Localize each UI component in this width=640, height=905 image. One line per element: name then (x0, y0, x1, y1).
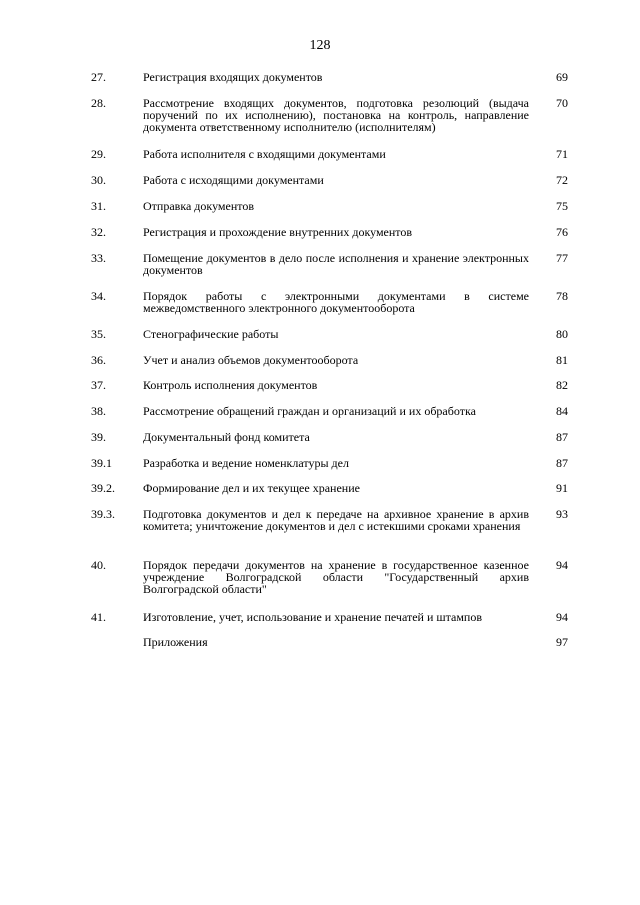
toc-entry-page: 81 (556, 353, 568, 367)
toc-entry-title: Регистрация и прохождение внутренних документов (143, 225, 413, 239)
toc-entry-title: Порядок работы с электронными документами в системе межведомственного электронного документооборота (143, 289, 529, 315)
toc-entry-title: Порядок передачи документов на хранение в государственное казенное учреждение Волгоградской области "Государственный архив Волгоградской области" (143, 558, 529, 596)
toc-entry-title: Приложения (143, 635, 208, 649)
toc-entry-number: 39.1 (91, 456, 112, 470)
toc-entry-page: 75 (556, 199, 568, 213)
toc-entry-page: 94 (556, 610, 568, 624)
toc-entry-title: Изготовление, учет, использование и хранение печатей и штампов (143, 610, 483, 624)
toc-entry-page: 87 (556, 430, 568, 444)
toc-entry-title: Формирование дел и их текущее хранение (143, 481, 360, 495)
toc-entry-title: Регистрация входящих документов (143, 70, 323, 84)
toc-entry-number: 27. (91, 70, 106, 84)
toc-entry-number: 35. (91, 327, 106, 341)
toc-entry-number: 39.2. (91, 481, 115, 495)
toc-entry-page: 69 (556, 70, 568, 84)
toc-entry-page: 84 (556, 404, 568, 418)
toc-entry-title: Подготовка документов и дел к передаче на архивное хранение в архив комитета; уничтожение документов и дел с истекшими сроками хранения (143, 507, 529, 533)
toc-entry-title: Отправка документов (143, 199, 254, 213)
toc-entry-number: 39. (91, 430, 106, 444)
toc-entry-title: Разработка и ведение номенклатуры дел (143, 456, 349, 470)
toc-entry-title: Рассмотрение обращений граждан и организаций и их обработка (143, 404, 476, 418)
toc-entry-number: 34. (91, 289, 106, 303)
toc-entry-number: 30. (91, 173, 106, 187)
toc-entry-page: 87 (556, 456, 568, 470)
toc-entry-title: Помещение документов в дело после исполнения и хранение электронных документов (143, 251, 529, 277)
toc-entry-title: Работа исполнителя с входящими документами (143, 147, 386, 161)
toc-entry-page: 76 (556, 225, 568, 239)
toc-entry-page: 77 (556, 251, 568, 265)
toc-entry-number: 41. (91, 610, 106, 624)
toc-entry-page: 97 (556, 635, 568, 649)
toc-entry-number: 38. (91, 404, 106, 418)
toc-entry-page: 70 (556, 96, 568, 110)
toc-entry-title: Документальный фонд комитета (143, 430, 310, 444)
toc-entry-number: 33. (91, 251, 106, 265)
toc-entry-number: 37. (91, 378, 106, 392)
toc-entry-title: Контроль исполнения документов (143, 378, 318, 392)
toc-entry-page: 80 (556, 327, 568, 341)
toc-entry-page: 78 (556, 289, 568, 303)
toc-entry-title: Работа с исходящими документами (143, 173, 324, 187)
toc-entry-number: 28. (91, 96, 106, 110)
toc-entry-title: Рассмотрение входящих документов, подготовка резолюций (выдача поручений по их исполнению), постановка на контроль, направление документа ответственному исполнителю (исполнителям) (143, 96, 529, 134)
toc-entry-number: 29. (91, 147, 106, 161)
toc-entry-page: 82 (556, 378, 568, 392)
toc-entry-title: Учет и анализ объемов документооборота (143, 353, 359, 367)
toc-entry-page: 94 (556, 558, 568, 572)
toc-entry-page: 91 (556, 481, 568, 495)
toc-entry-number: 40. (91, 558, 106, 572)
toc-entry-number: 32. (91, 225, 106, 239)
toc-entry-number: 39.3. (91, 507, 115, 521)
toc-entry-page: 72 (556, 173, 568, 187)
toc-entry-number: 31. (91, 199, 106, 213)
toc-entry-page: 93 (556, 507, 568, 521)
toc-entry-number: 36. (91, 353, 106, 367)
page-number: 128 (309, 38, 331, 53)
toc-entry-title: Стенографические работы (143, 327, 279, 341)
toc-entry-page: 71 (556, 147, 568, 161)
